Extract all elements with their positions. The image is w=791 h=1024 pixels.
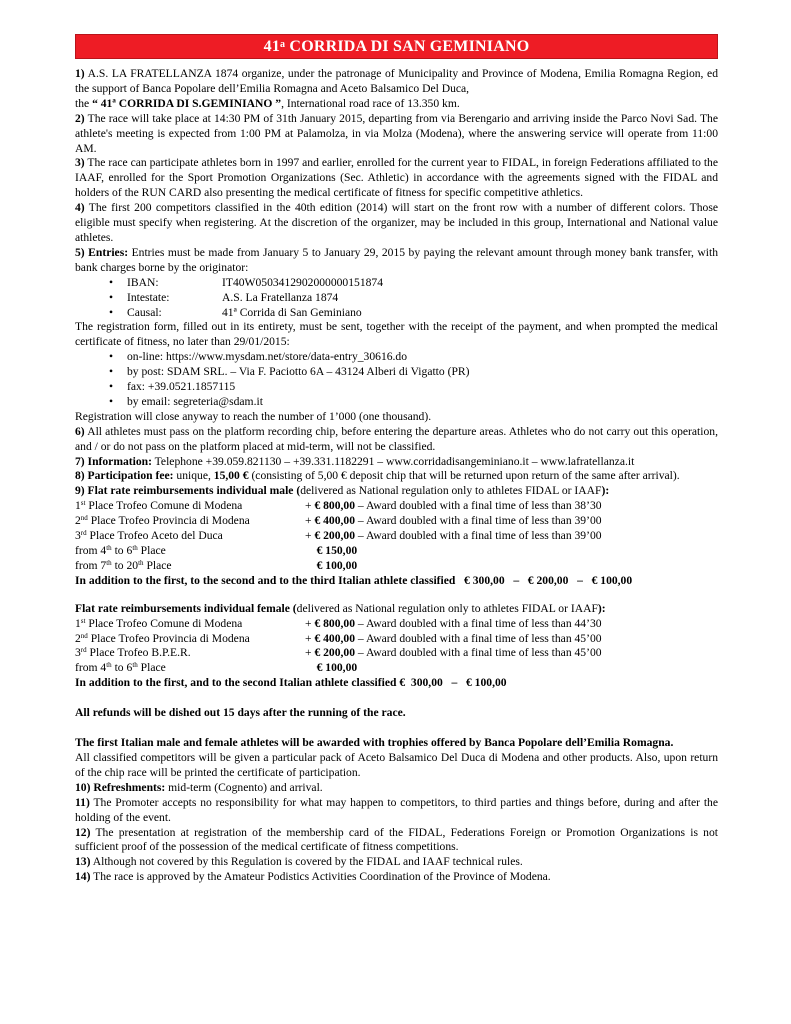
method-online: • on-line: https://www.mysdam.net/store/data-entry_30616.do	[127, 350, 718, 365]
section-1: 1) A.S. LA FRATELLANZA 1874 organize, under the patronage of Municipality and Province of Modena, Emilia Romagna Region, ed the support of Banca Popolare dell’Emilia Romagna and Aceto Balsamico Del Duca, the “ 41ª CORRIDA DI S.GEMINIANO ”, International road race of 13.350 km.	[75, 67, 718, 110]
registration-close: Registration will close anyway to reach the number of 1’000 (one thousand).	[75, 409, 432, 423]
bank-iban: • IBAN: IT40W0503412902000000151874	[127, 276, 718, 291]
section-6: 6) All athletes must pass on the platform recording chip, before entering the departure areas. Athletes who do not carry out this operation, and / or do not pass on the platform placed at mid-term, will not be classified.	[75, 424, 718, 453]
page-title: 41$^a$ CORRIDA DI SAN GEMINIANO	[75, 34, 718, 59]
method-fax: • fax: +39.0521.1857115	[127, 380, 718, 395]
method-post: • by post: SDAM SRL. – Via F. Paciotto 6A – 43124 Alberi di Vigatto (PR)	[127, 365, 718, 380]
male-prize-range: from 7th to 20th Place € 100,00	[75, 558, 358, 572]
method-email: • by email: segreteria@sdam.it	[127, 395, 718, 410]
registration-instructions: The registration form, filled out in its entirety, must be sent, together with the receipt of the payment, and when prompted the medical certificate of fitness, no later than 29/01/2015:	[75, 320, 718, 349]
section-9-heading: 9) Flat rate reimbursements individual male (delivered as National regulation only to athletes FIDAL or IAAF):	[75, 484, 610, 498]
female-prize-row: 1st Place Trofeo Comune di Modena + € 800,00 – Award doubled with a final time of less than 44’30	[75, 616, 602, 630]
bank-intestate: • Intestate: A.S. La Fratellanza 1874	[127, 291, 718, 306]
male-prize-row: 3rd Place Trofeo Aceto del Duca + € 200,00 – Award doubled with a final time of less than 39’00	[75, 529, 602, 543]
female-prize-row: 3rd Place Trofeo B.P.E.R. + € 200,00 – Award doubled with a final time of less than 45’00	[75, 646, 602, 660]
section-11: 11) The Promoter accepts no responsibility for what may happen to competitors, to third parties and things before, during and after the holding of the event.	[75, 795, 718, 824]
section-7: 7) Information: Telephone +39.059.821130 – +39.331.1182291 – www.corridadisangeminiano.it – www.lafratellanza.it	[75, 454, 635, 468]
registration-methods	[75, 350, 718, 410]
male-prize-row: 1st Place Trofeo Comune di Modena + € 800,00 – Award doubled with a final time of less than 38’30	[75, 499, 602, 513]
trophies-note: The first Italian male and female athletes will be awarded with trophies offered by Banca Popolare dell’Emilia Romagna.	[75, 736, 674, 750]
bank-causal: • Causal: 41ª Corrida di San Geminiano	[127, 306, 718, 321]
female-prize-row: 2nd Place Trofeo Provincia di Modena + € 400,00 – Award doubled with a final time of less than 45’00	[75, 631, 602, 645]
section-2: 2) The race will take place at 14:30 PM of 31th January 2015, departing from via Berengario and arriving inside the Parco Novi Sad. The athlete's meeting is expected from 1:00 PM at Palamolza, in via Molza (Modena), where the answering service will operate from 11:00 AM.	[75, 111, 718, 155]
section-8: 8) Participation fee: unique, 15,00 € (consisting of 5,00 € deposit chip that will be returned upon return of the same after arrival).	[75, 469, 680, 483]
female-prize-table	[75, 617, 602, 677]
male-prize-row: 2nd Place Trofeo Provincia di Modena + € 400,00 – Award doubled with a final time of less than 39’00	[75, 514, 602, 528]
pack-note: All classified competitors will be given a particular pack of Aceto Balsamico Del Duca di Modena and other products. Also, upon return of the chip race will be printed the certificate of participation.	[75, 750, 718, 779]
female-italian-bonus: In addition to the first, and to the second Italian athlete classified € 300,00 – € 100,00	[75, 676, 507, 690]
section-12: 12) The presentation at registration of the membership card of the FIDAL, Federations Foreign or Promotion Organizations is not sufficient proof of the possession of the medical certificate of fitness competitions.	[75, 825, 718, 854]
female-heading: Flat rate reimbursements individual female (delivered as National regulation only to athletes FIDAL or IAAF):	[75, 601, 606, 615]
bank-details	[75, 276, 718, 321]
male-prize-table	[75, 499, 602, 574]
female-prize-range: from 4th to 6th Place € 100,00	[75, 661, 358, 675]
section-14: 14) The race is approved by the Amateur Podistics Activities Coordination of the Province of Modena.	[75, 870, 551, 884]
regulation-document	[75, 34, 718, 885]
section-13: 13) Although not covered by this Regulation is covered by the FIDAL and IAAF technical rules.	[75, 855, 523, 869]
male-italian-bonus: In addition to the first, to the second and to the third Italian athlete classified € 300,00 – € 200,00 – € 100,00	[75, 573, 633, 587]
section-5: 5) Entries: Entries must be made from January 5 to January 29, 2015 by paying the relevant amount through money bank transfer, with bank charges borne by the originator:	[75, 245, 718, 274]
refunds-note: All refunds will be dished out 15 days after the running of the race.	[75, 706, 406, 720]
section-3: 3) The race can participate athletes born in 1997 and earlier, enrolled for the current year to FIDAL, in foreign Federations affiliated to the IAAF, enrolled for the Sport Promotion Organizations (Sec. Athletic) in accordance with the agreements signed with the FIDAL and holders of the RUN CARD also presenting the medical certificate of fitness for specific competitive athletics.	[75, 156, 718, 200]
section-4: 4) The first 200 competitors classified in the 40th edition (2014) will start on the front row with a number of different colors. Those eligible must specify when registering. At the discretion of the organizer, may be included in this group, International and National value athletes.	[75, 201, 718, 244]
male-prize-range: from 4th to 6th Place € 150,00	[75, 544, 358, 557]
section-10: 10) Refreshments: mid-term (Cognento) and arrival.	[75, 780, 323, 794]
